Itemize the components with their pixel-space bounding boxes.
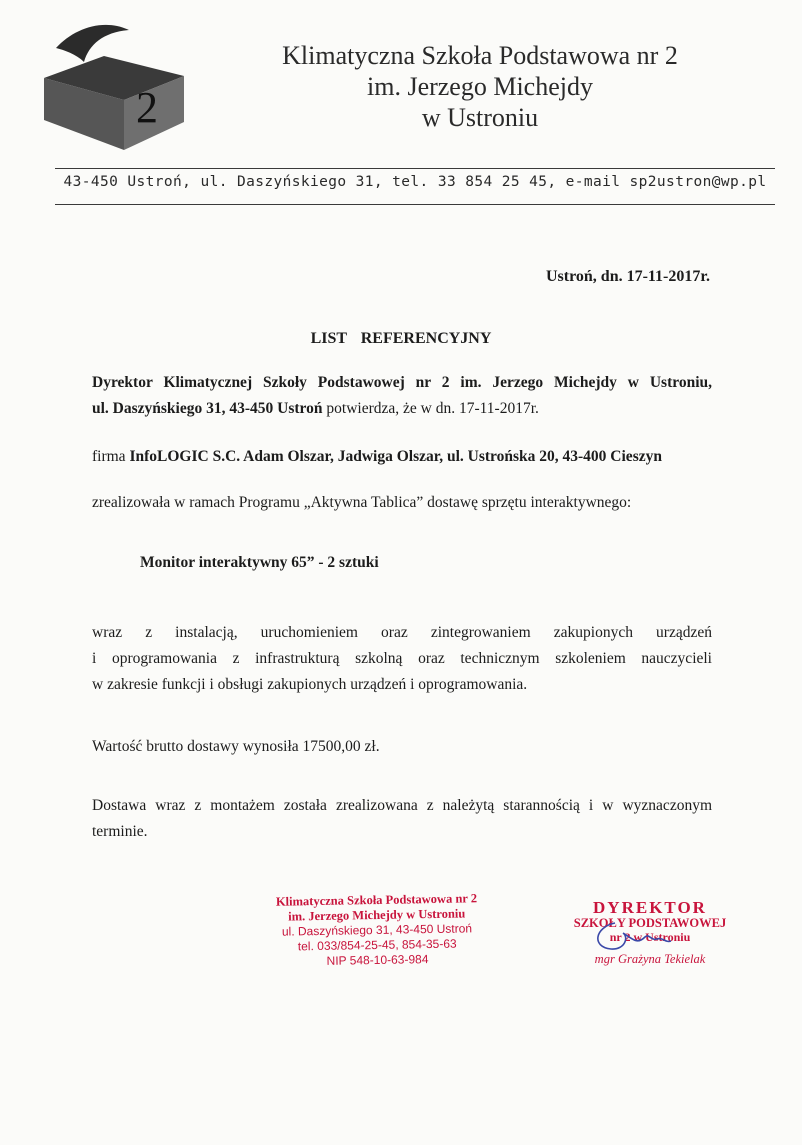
intro-rest: potwierdza, że w dn. 17-11-2017r. [322,400,539,417]
school-stamp [251,891,502,970]
company-name: InfoLOGIC S.C. Adam Olszar, Jadwiga Olszar, ul. Ustrońska 20, 43-400 Cieszyn [129,448,662,465]
school-name-line: w Ustroniu [421,103,539,132]
logo-number: 2 [136,83,158,132]
stamp-line: im. Jerzego Michejdy w Ustroniu [288,906,466,924]
intro-address: ul. Daszyńskiego 31, 43-450 Ustroń [92,400,323,417]
scope-line: i oprogramowania z infrastrukturą szkolną oraz technicznym szkoleniem nauczycieli [92,650,712,667]
scope-line: w zakresie funkcji i obsługi zakupionych urządzeń i oprogramowania. [92,676,528,693]
stamp-line: Klimatyczna Szkoła Podstawowa nr 2 [275,891,478,909]
delivered-item: Monitor interaktywny 65” - 2 sztuki [140,554,379,571]
director-stamp-number: nr 2 w Ustroniu [609,930,691,944]
scope-line: wraz z instalacją, uruchomieniem oraz zintegrowaniem zakupionych urządzeń [92,624,712,641]
conclusion-line: Dostawa wraz z montażem została zrealizowana z należytą starannością i w wyznaczonym [92,797,712,814]
paragraph-scope [92,620,712,698]
school-name [200,40,760,133]
stamp-line: tel. 033/854-25-45, 854-35-63 [297,936,457,954]
letter-title: LIST REFERENCYJNY [310,330,492,347]
director-name: mgr Grażyna Tekielak [594,952,706,966]
paragraph-intro [92,370,712,422]
director-stamp-school: SZKOŁY PODSTAWOWEJ [573,916,727,930]
letter-date: Ustroń, dn. 17-11-2017r. [545,268,710,285]
divider [55,204,775,205]
paragraph-conclusion [92,793,712,845]
address-line: 43-450 Ustroń, ul. Daszyńskiego 31, tel. 33 854 25 45, e-mail sp2ustron@wp.pl [63,174,767,190]
school-name-line: Klimatyczna Szkoła Podstawowa nr 2 [282,41,678,70]
paragraph-company [92,444,712,470]
director-stamp-title: DYREKTOR [593,898,707,917]
school-name-line: im. Jerzego Michejdy [367,72,593,101]
stamp-line: ul. Daszyńskiego 31, 43-450 Ustroń [281,921,473,939]
school-logo [34,18,194,158]
intro-line: Dyrektor Klimatycznej Szkoły Podstawowej nr 2 im. Jerzego Michejdy w Ustroniu, [92,374,712,391]
signature [585,915,705,955]
conclusion-line: terminie. [92,823,148,840]
intro-line [92,396,712,422]
company-prefix: firma [92,448,130,465]
divider [55,168,775,169]
paragraph-value: Wartość brutto dostawy wynosiła 17500,00 zł. [92,738,380,755]
paragraph-program: zrealizowała w ramach Programu „Aktywna Tablica” dostawę sprzętu interaktywnego: [92,494,632,511]
stamp-line: NIP 548-10-63-984 [326,952,429,968]
